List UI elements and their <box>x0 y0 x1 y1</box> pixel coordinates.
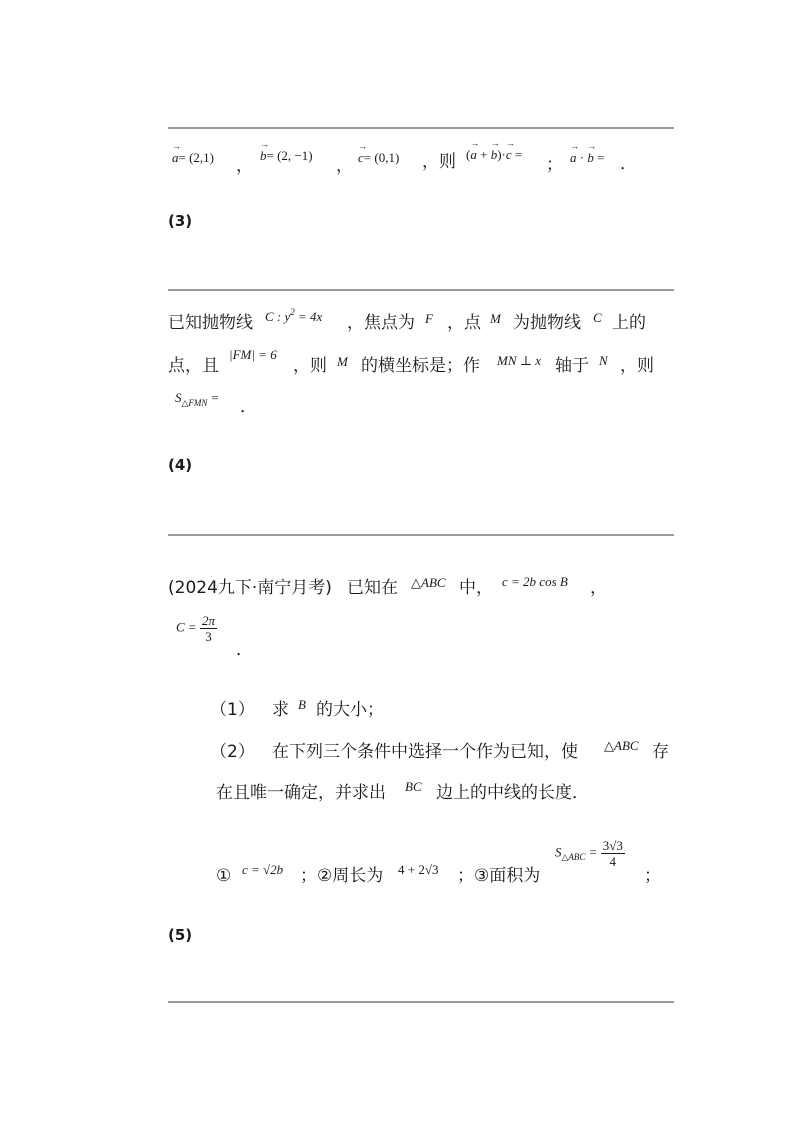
vector-c-def: → c= (0,1) <box>358 150 399 166</box>
divider-top <box>168 127 674 129</box>
period-q2: ． <box>620 154 637 174</box>
option-3-text: ；③面积为 <box>457 866 541 886</box>
side-bc: BC <box>405 779 422 794</box>
separator-1: ， <box>236 156 253 176</box>
part-2-line-2: 在且唯一确定，并求出 <box>216 783 386 803</box>
part-1-text-end: 的大小； <box>316 700 384 720</box>
q3-focus-text: ，焦点为 <box>347 313 415 333</box>
q3-then-text: ，则 <box>293 356 327 376</box>
q4-source: (2024九下·南宁月考) <box>168 578 332 598</box>
part-2-line-2-end: 边上的中线的长度． <box>436 783 589 803</box>
point-m: M <box>490 311 501 326</box>
option-2-expr: 4 + 2√3 <box>398 862 439 877</box>
fm-length: |FM| = 6 <box>229 347 277 362</box>
separator-2: ， <box>336 156 353 176</box>
triangle-abc-2: △ABC <box>604 738 639 753</box>
parabola-equation: C : $y^2 = 4x$ <box>265 307 323 324</box>
point-m-2: M <box>337 354 348 369</box>
option-1-expr: c = √2b <box>242 862 284 877</box>
vector-a-def: → a= (2,1) <box>172 150 214 166</box>
q3-abscissa-text: 的横坐标是；作 <box>361 356 480 376</box>
q3-line-2-end: ，则 <box>620 356 654 376</box>
divider-bottom <box>168 1001 674 1003</box>
part-2-text-end: 存 <box>652 742 669 762</box>
question-number-3: (3) <box>168 212 193 230</box>
perpendicular-expr: MN ⊥ x <box>497 353 541 368</box>
q3-axis-text: 轴于 <box>555 356 589 376</box>
part-2-label: （2） <box>210 742 255 762</box>
condition-angle-c: C = $\frac{2\pi}{3}$ <box>176 613 215 644</box>
q3-line-1-end: 上的 <box>612 313 646 333</box>
option-3-expr: $S_{\triangle ABC}$ = $\frac{3√3}{4}$ <box>555 838 623 869</box>
q4-in-text: 中， <box>459 578 493 598</box>
q3-line-1: 已知抛物线 <box>168 313 253 333</box>
period-q3: ． <box>240 397 257 417</box>
question-number-5: (5) <box>168 926 193 944</box>
curve-c: C <box>593 310 602 325</box>
condition-c-eq: c = 2b cos B <box>502 574 568 589</box>
dot-product-expr-2: → a · → b = <box>570 150 604 166</box>
point-n: N <box>599 353 608 368</box>
q4-comma: ， <box>590 578 607 598</box>
divider-q4 <box>168 534 674 536</box>
option-end: ； <box>644 866 661 886</box>
then-connector: ，则 <box>422 152 456 172</box>
period-q4-intro: ． <box>236 640 253 660</box>
q3-point-text: ，点 <box>447 313 481 333</box>
q3-line-2: 点，且 <box>168 356 219 376</box>
option-2-text: ；②周长为 <box>300 866 384 886</box>
vector-b-def: → b= (2, −1) <box>260 148 313 164</box>
q4-known-text: 已知在 <box>347 578 398 598</box>
focus-f: F <box>425 311 433 326</box>
option-1-mark: ① <box>216 866 232 886</box>
part-1-label: （1） <box>210 700 255 720</box>
q3-parabola-text: 为抛物线 <box>513 313 581 333</box>
part-2-text: 在下列三个条件中选择一个作为已知，使 <box>272 742 578 762</box>
triangle-abc: △ABC <box>411 575 446 590</box>
part-1-text: 求 <box>272 700 289 720</box>
angle-b: B <box>298 697 306 712</box>
divider-q3 <box>168 289 674 291</box>
dot-product-expr-1: (→ a + → b)·→ c = <box>466 147 522 163</box>
semicolon-1: ； <box>546 155 563 175</box>
question-number-4: (4) <box>168 456 193 474</box>
area-fmn: $S_{\triangle FMN}$ = <box>175 390 220 408</box>
